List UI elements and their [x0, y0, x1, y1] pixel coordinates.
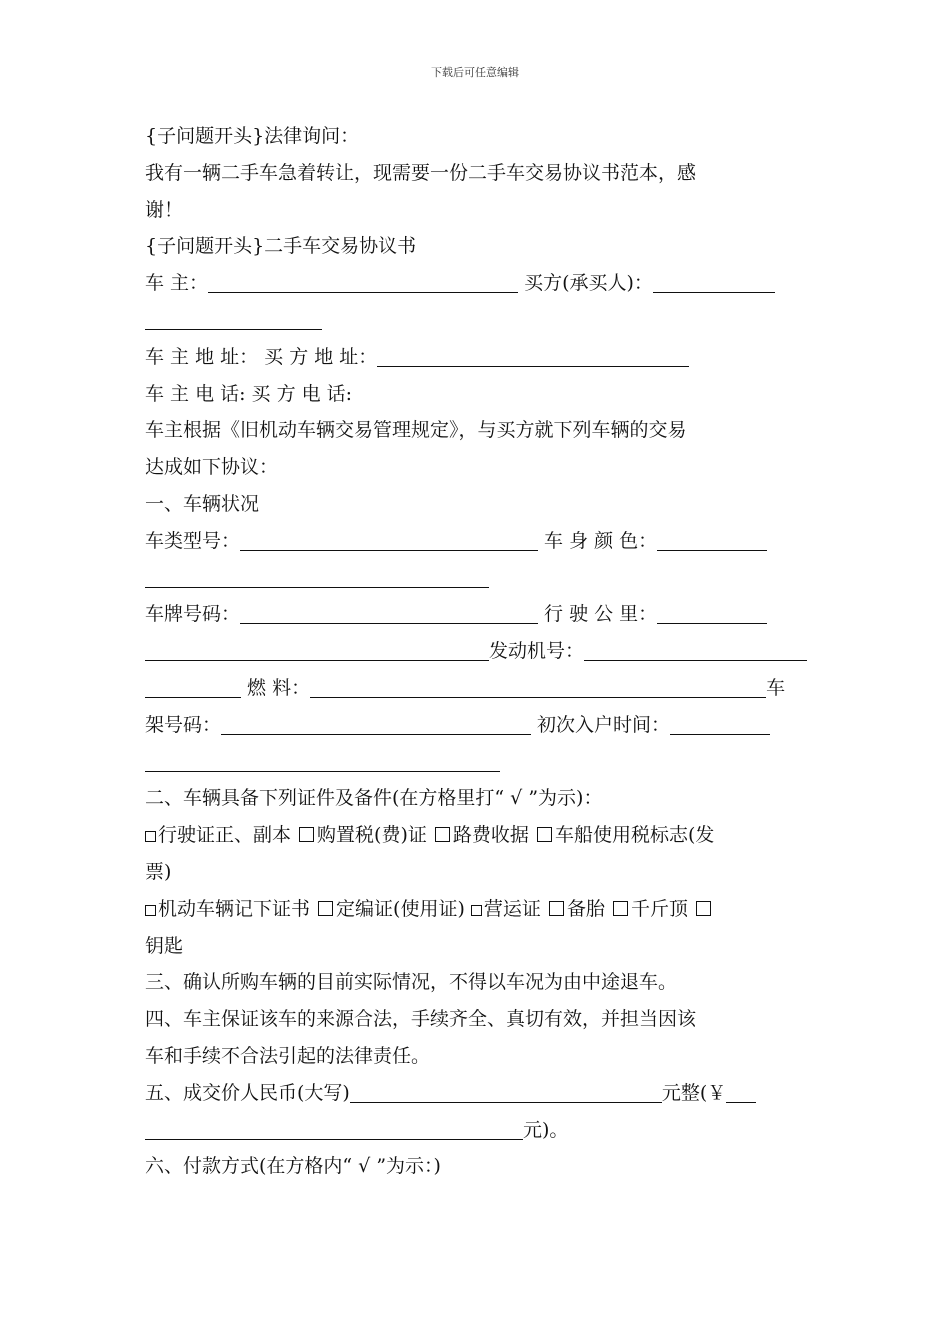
frame-blank[interactable]: [221, 712, 531, 735]
key-checkbox[interactable]: [696, 901, 711, 916]
mileage-label: 行 驶 公 里：: [538, 603, 658, 626]
registration-checkbox[interactable]: [145, 905, 156, 916]
buyer-blank[interactable]: [653, 270, 775, 293]
mileage-blank[interactable]: [657, 601, 767, 624]
price-label: 五、成交价人民币(大写): [145, 1081, 350, 1104]
line-documents-2: [145, 891, 807, 928]
operation-label: 营运证: [483, 897, 547, 920]
price-end-label: 元)。: [523, 1118, 569, 1141]
line-model-color: [145, 523, 807, 560]
line-thanks: 谢！: [145, 198, 184, 221]
license-checkbox[interactable]: [145, 831, 156, 842]
line-addresses: [145, 339, 807, 376]
agreement-body: [145, 118, 807, 1185]
buyer-label: 买方(承买人)：: [518, 272, 653, 295]
model-blank[interactable]: [240, 528, 538, 551]
engine-label: 发动机号：: [489, 640, 585, 663]
road-fee-checkbox[interactable]: [435, 827, 450, 842]
engine-blank[interactable]: [584, 638, 807, 661]
line-phones: 车 主 电 话: 买 方 电 话:: [145, 382, 353, 405]
plate-label: 车牌号码：: [145, 603, 241, 626]
line-request: 我有一辆二手车急着转让，现需要一份二手车交易协议书范本，感: [145, 161, 697, 184]
purchase-tax-checkbox[interactable]: [299, 827, 314, 842]
section-1-heading: 一、车辆状况: [145, 492, 260, 515]
section-5: [145, 1075, 807, 1112]
line-frame-date: [145, 707, 807, 744]
line-fuel: [145, 670, 807, 707]
mileage-blank-cont[interactable]: [145, 638, 489, 661]
jack-checkbox[interactable]: [613, 901, 628, 916]
line-owner-buyer: [145, 265, 807, 302]
section-4: 四、车主保证该车的来源合法，手续齐全、真切有效，并担当因该: [145, 1008, 697, 1031]
vehicle-tax-checkbox[interactable]: [537, 827, 552, 842]
line-documents-1: [145, 817, 807, 854]
owner-label: 车 主：: [145, 272, 209, 295]
section-3: 三、确认所购车辆的目前实际情况，不得以车况为由中途退车。: [145, 971, 678, 994]
line-date-cont: [145, 744, 807, 781]
line-agreement-title: {子问题开头}二手车交易协议书: [145, 235, 417, 258]
price-number-blank-cont[interactable]: [145, 1117, 523, 1140]
register-date-label: 初次入户时间：: [531, 713, 671, 736]
register-date-blank-cont[interactable]: [145, 749, 500, 772]
color-label: 车 身 颜 色：: [538, 529, 658, 552]
register-date-blank[interactable]: [670, 712, 770, 735]
engine-blank-cont[interactable]: [145, 675, 241, 698]
line-buyer-cont: [145, 302, 807, 339]
purchase-tax-label: 购置税(费)证: [317, 824, 433, 847]
price-unit-label: 元整(￥: [661, 1081, 727, 1104]
color-blank[interactable]: [657, 528, 767, 551]
plate-blank[interactable]: [240, 601, 538, 624]
spare-tire-checkbox[interactable]: [549, 901, 564, 916]
model-label: 车类型号：: [145, 529, 241, 552]
section-5-cont: [145, 1112, 807, 1149]
vehicle-tax-label: 车船使用税标志(发: [554, 824, 715, 847]
owner-blank[interactable]: [208, 270, 518, 293]
section-6-heading: 六、付款方式(在方格内“ √ ”为示：): [145, 1155, 441, 1178]
line-engine: [145, 633, 807, 670]
section-2-heading: 二、车辆具备下列证件及备件(在方格里打“ √ ”为示)：: [145, 787, 603, 810]
frame-label-start: 车: [766, 676, 786, 699]
registration-label: 机动车辆记下证书: [158, 897, 317, 920]
section-4-cont: 车和手续不合法引起的法律责任。: [145, 1044, 431, 1067]
line-documents-1-cont: 票): [145, 860, 172, 883]
quota-checkbox[interactable]: [318, 901, 333, 916]
spare-tire-label: 备胎: [566, 897, 612, 920]
line-basis-cont: 达成如下协议：: [145, 456, 279, 479]
address-blank[interactable]: [377, 344, 689, 367]
frame-label-end: 架号码：: [145, 713, 222, 736]
page-header: 下载后可任意编辑: [431, 66, 519, 79]
color-blank-cont[interactable]: [145, 565, 489, 588]
line-color-cont: [145, 560, 807, 597]
line-basis: 车主根据《旧机动车辆交易管理规定》，与买方就下列车辆的交易: [145, 419, 687, 442]
price-number-blank[interactable]: [726, 1080, 756, 1103]
quota-label: 定编证(使用证): [336, 897, 471, 920]
price-words-blank[interactable]: [350, 1080, 662, 1103]
jack-label: 千斤顶: [631, 897, 695, 920]
line-legal-inquiry: {子问题开头}法律询问：: [145, 125, 360, 147]
address-labels: 车 主 地 址： 买 方 地 址：: [145, 345, 378, 368]
road-fee-label: 路费收据: [452, 824, 535, 847]
operation-checkbox[interactable]: [471, 905, 482, 916]
fuel-label: 燃 料：: [241, 676, 311, 699]
license-label: 行驶证正、副本: [158, 824, 298, 847]
line-plate-mileage: [145, 596, 807, 633]
buyer-blank-cont[interactable]: [145, 307, 322, 330]
line-key: 钥匙: [145, 934, 184, 957]
fuel-blank[interactable]: [310, 675, 766, 698]
